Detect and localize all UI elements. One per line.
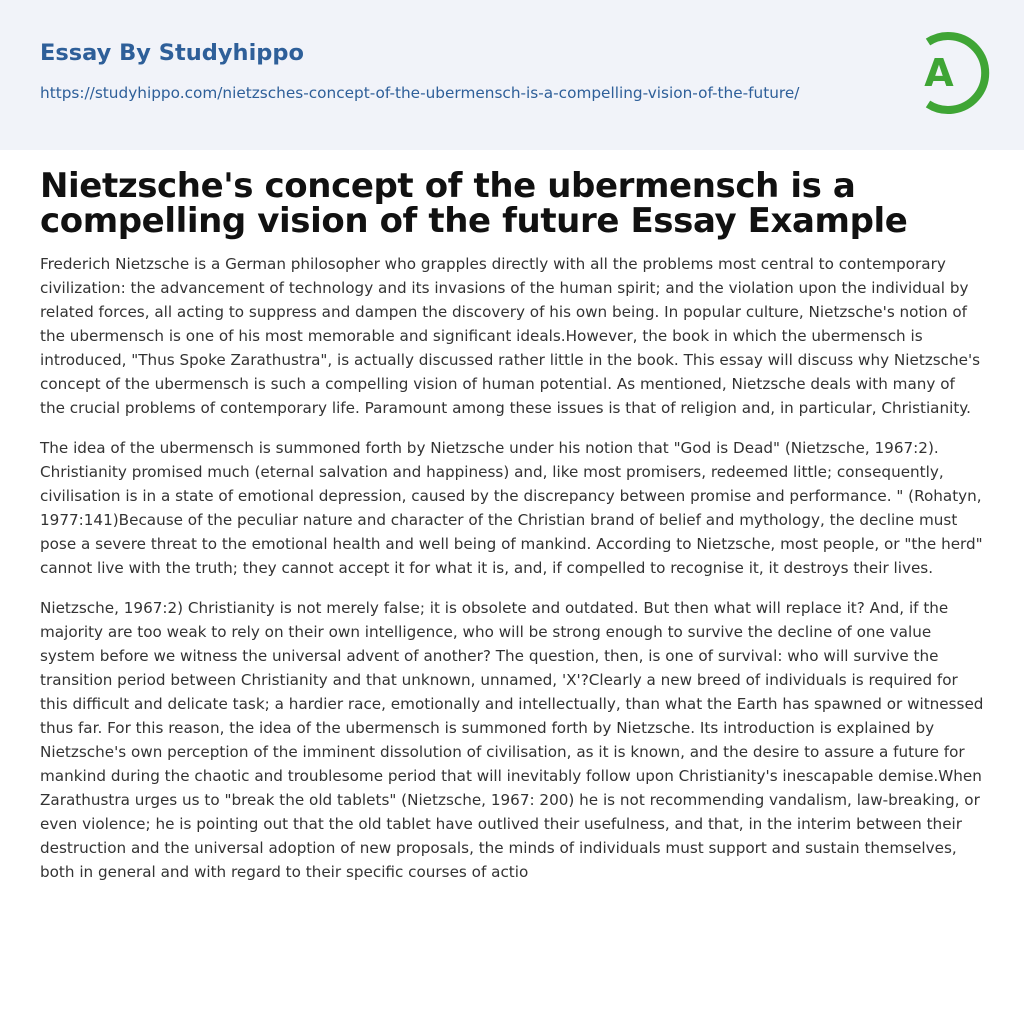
essay-paragraph-3: Nietzsche, 1967:2) Christianity is not merely false; it is obsolete and outdated. But then what will replace it? And, if the majority are too weak to rely on their own intelligence, who will be strong enough to survive the decline of one value system before we witness the universal advent of another? The question, then, is one of survival: who will survive the transition period between Christianity and that unknown, unnamed, 'X'?Clearly a new breed of individuals is required for this difficult and delicate task; a hardier race, emotionally and intellectually, than what the Earth has spawned or witnessed thus far. For this reason, the idea of the ubermensch is summoned forth by Nietzsche. Its introduction is explained by Nietzsche's own perception of the imminent dissolution of civilisation, as it is known, and the desire to assure a future for mankind during the chaotic and troublesome period that will inevitably follow upon Christianity's inescapable demise.When Zarathustra urges us to "break the old tablets" (Nietzsche, 1967: 200) he is not recommending vandalism, law-breaking, or even violence; he is pointing out that the old tablet have outlived their usefulness, and that, in the interim between their destruction and the universal adoption of new proposals, the minds of individuals must support and sustain themselves, both in general and with regard to their specific courses of actio <box>40 599 984 881</box>
essay-paragraph-2: The idea of the ubermensch is summoned forth by Nietzsche under his notion that "God is Dead" (Nietzsche, 1967:2). Christianity promised much (eternal salvation and happiness) and, like most promisers, redeemed little; consequently, civilisation is in a state of emotional depression, caused by the discrepancy between promise and performance. " (Rohatyn, 1977:141)Because of the peculiar nature and character of the Christian brand of belief and mythology, the decline must pose a severe threat to the emotional health and well being of mankind. According to Nietzsche, most people, or "the herd" cannot live with the truth; they cannot accept it for what it is, and, if compelled to recognise it, it destroys their lives. <box>40 439 983 577</box>
logo-letter: A <box>924 51 954 95</box>
essay-title: Nietzsche's concept of the ubermensch is a compelling vision of the future Essay Example <box>40 166 908 241</box>
source-url-link[interactable]: https://studyhippo.com/nietzsches-concept-of-the-ubermensch-is-a-compelling-vision-of-the-future/ <box>40 84 800 102</box>
essay-paragraph-1: Frederich Nietzsche is a German philosopher who grapples directly with all the problems most central to contemporary civilization: the advancement of technology and its invasions of the human spirit; and the violation upon the individual by related forces, all acting to suppress and dampen the discovery of his own being. In popular culture, Nietzsche's notion of the ubermensch is one of his most memorable and significant ideals.However, the book in which the ubermensch is introduced, "Thus Spoke Zarathustra", is actually discussed rather little in the book. This essay will discuss why Nietzsche's concept of the ubermensch is such a compelling vision of human potential. As mentioned, Nietzsche deals with many of the crucial problems of contemporary life. Paramount among these issues is that of religion and, in particular, Christianity. <box>40 255 981 417</box>
studyhippo-logo-icon[interactable] <box>910 28 990 118</box>
essay-content <box>40 166 984 884</box>
site-title[interactable]: Essay By Studyhippo <box>40 40 304 66</box>
page-header <box>0 0 1024 150</box>
